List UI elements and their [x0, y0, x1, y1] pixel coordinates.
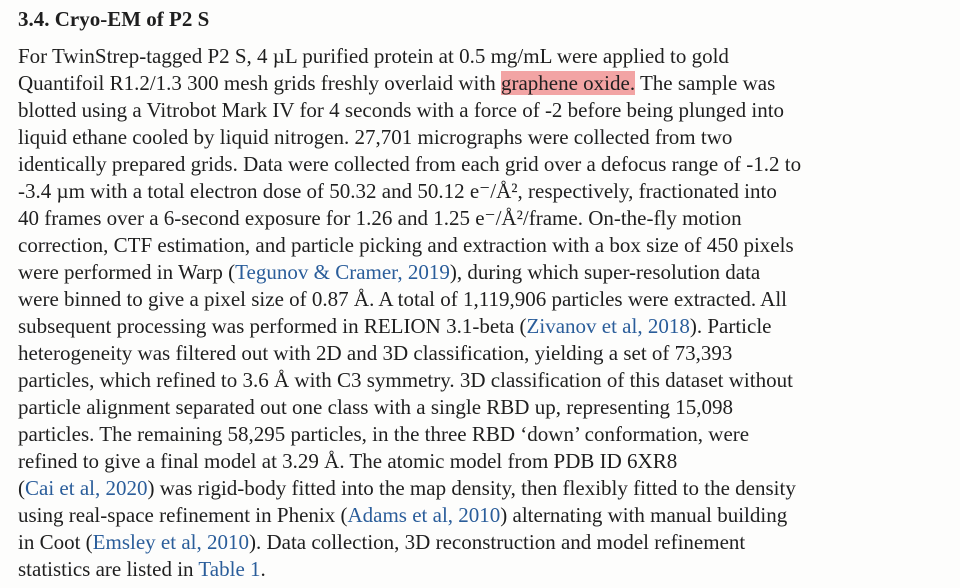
text-segment: For TwinStrep-tagged P2 S, 4 µL purified protein at 0.5 mg/mL were applied to gold — [18, 44, 729, 68]
text-segment: -3.4 µm with a total electron dose of 50.32 and 50.12 e⁻/Å², respectively, fractionated into — [18, 179, 777, 203]
text-segment: identically prepared grids. Data were collected from each grid over a defocus range of -1.2 to — [18, 152, 802, 176]
text-segment: 40 frames over a 6-second exposure for 1.26 and 1.25 e⁻/Å²/frame. On-the-fly motion — [18, 206, 742, 230]
text-segment: blotted using a Vitrobot Mark IV for 4 seconds with a force of -2 before being plunged into — [18, 98, 785, 122]
text-line — [18, 313, 953, 340]
text-line — [18, 178, 953, 205]
citation-link[interactable]: Cai et al, 2020 — [25, 476, 148, 500]
text-segment: in Coot ( — [18, 530, 93, 554]
text-segment: ). Data collection, 3D reconstruction and model refinement — [248, 530, 746, 554]
text-line — [18, 232, 953, 259]
text-segment: heterogeneity was filtered out with 2D and 3D classification, yielding a set of 73,393 — [18, 341, 733, 365]
citation-link[interactable]: Emsley et al, 2010 — [92, 530, 249, 554]
text-segment: ) was rigid-body fitted into the map density, then flexibly fitted to the density — [147, 476, 796, 500]
text-segment: particles, which refined to 3.6 Å with C3 symmetry. 3D classification of this dataset without — [18, 368, 793, 392]
text-line — [18, 340, 953, 367]
text-segment: were binned to give a pixel size of 0.87 Å. A total of 1,119,906 particles were extracted. All — [18, 287, 788, 311]
text-line — [18, 151, 953, 178]
text-line — [18, 448, 953, 475]
text-segment: ). Particle — [689, 314, 772, 338]
text-segment: liquid ethane cooled by liquid nitrogen. 27,701 micrographs were collected from two — [18, 125, 733, 149]
citation-link[interactable]: Adams et al, 2010 — [347, 503, 501, 527]
text-line — [18, 124, 953, 151]
text-line — [18, 475, 953, 502]
text-segment: statistics are listed in — [18, 557, 199, 581]
text-segment: were performed in Warp ( — [18, 260, 236, 284]
text-line — [18, 421, 953, 448]
text-segment: Quantifoil R1.2/1.3 300 mesh grids freshly overlaid with — [18, 71, 501, 95]
text-segment: ( — [18, 476, 25, 500]
text-line — [18, 367, 953, 394]
citation-link[interactable]: Zivanov et al, 2018 — [526, 314, 690, 338]
section-heading: 3.4. Cryo-EM of P2 S — [18, 7, 210, 31]
text-segment: . — [260, 557, 266, 581]
text-line — [18, 529, 953, 556]
text-line — [18, 43, 953, 70]
text-segment: The sample was — [635, 71, 776, 95]
text-segment: particles. The remaining 58,295 particles, in the three RBD ‘down’ conformation, were — [18, 422, 750, 446]
text-line — [18, 286, 953, 313]
text-line — [18, 556, 953, 583]
text-segment: subsequent processing was performed in RELION 3.1-beta ( — [18, 314, 527, 338]
text-line — [18, 394, 953, 421]
text-line — [18, 97, 953, 124]
citation-link[interactable]: Tegunov & Cramer, 2019 — [235, 260, 450, 284]
citation-link[interactable]: Table 1 — [198, 557, 261, 581]
text-line — [18, 259, 953, 286]
text-line — [18, 205, 953, 232]
body-paragraph — [18, 43, 953, 583]
text-line — [18, 70, 953, 97]
text-segment: using real-space refinement in Phenix ( — [18, 503, 348, 527]
text-segment: refined to give a final model at 3.29 Å. The atomic model from PDB ID 6XR8 — [18, 449, 678, 473]
text-segment: correction, CTF estimation, and particle picking and extraction with a box size of 450 pixels — [18, 233, 794, 257]
highlighted-text: graphene oxide. — [500, 71, 636, 95]
text-segment: particle alignment separated out one class with a single RBD up, representing 15,098 — [18, 395, 733, 419]
text-segment: ) alternating with manual building — [500, 503, 788, 527]
text-segment: ), during which super-resolution data — [449, 260, 761, 284]
text-line — [18, 502, 953, 529]
